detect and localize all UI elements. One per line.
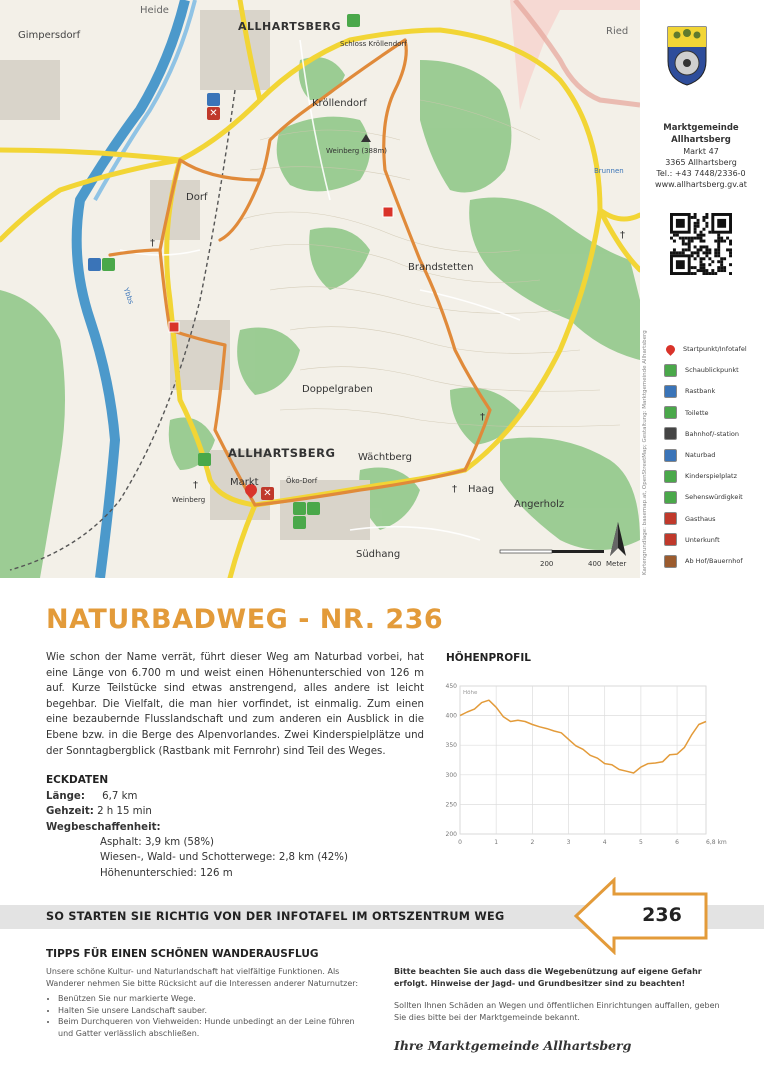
- laenge-value: 6,7 km: [102, 790, 138, 802]
- chart-x-tick-label: 1: [494, 839, 499, 846]
- label-markt: Markt: [230, 477, 259, 488]
- label-weinberg: Weinberg: [172, 496, 206, 504]
- tips-intro: Unsere schöne Kultur- und Naturlandschaft hat vielfältige Funktionen. Als Wanderer nehmen Sie bitte Rücksicht auf die Interessen anderer Naturnutzer:: [46, 967, 359, 988]
- municipality-name: Marktgemeinde: [663, 123, 739, 133]
- profile-title: HÖHENPROFIL: [446, 652, 531, 664]
- legend-item: [664, 469, 737, 483]
- legend-item: [664, 533, 720, 547]
- chart-y-tick-label: 400: [445, 712, 457, 720]
- tips-item: • Benützen Sie nur markierte Wege.: [58, 993, 372, 1005]
- legend-item: [664, 490, 743, 504]
- legend-item: [664, 384, 715, 398]
- bench-poi-icon[interactable]: [207, 93, 220, 106]
- chart-y-axis-label: Höhe: [463, 690, 478, 696]
- viewpoint-poi-icon[interactable]: [293, 516, 306, 529]
- playground-icon: [664, 470, 677, 483]
- legend-item: [664, 363, 739, 377]
- label-brunnen: Brunnen: [594, 167, 624, 175]
- chart-x-tick-label: 2: [530, 839, 535, 846]
- legend-label: Toilette: [685, 408, 709, 417]
- municipality-phone: Tel.: +43 7448/2336-0: [656, 169, 746, 178]
- chart-y-tick-label: 450: [445, 683, 457, 690]
- eckdaten-heading: ECKDATEN: [46, 774, 109, 787]
- notice-bold: Bitte beachten Sie auch dass die Wegebenützung auf eigene Gefahr erfolgt. Hinweise der Jagd- und Grundbesitzer sind zu beachten!: [394, 967, 702, 988]
- qr-code[interactable]: [670, 213, 732, 275]
- legend-label: Unterkunft: [685, 535, 720, 544]
- legend-label: Schaublickpunkt: [685, 366, 739, 375]
- scale-label-400: 400: [588, 560, 602, 568]
- playground-poi-icon[interactable]: [293, 502, 306, 515]
- viewpoint-icon: [664, 364, 677, 377]
- chart-x-tick-label: 3: [566, 839, 571, 846]
- svg-text:†: †: [480, 412, 485, 423]
- legend-item: [664, 512, 716, 526]
- route-title: NATURBADWEG - NR. 236: [46, 604, 444, 635]
- scale-bar: [500, 550, 604, 553]
- bench-icon: [664, 385, 677, 398]
- accommodation-icon: [664, 533, 677, 546]
- municipality-web[interactable]: www.allhartsberg.gv.at: [655, 180, 747, 189]
- legend-item: [664, 427, 739, 441]
- label-ybbs: Ybbs: [121, 286, 136, 306]
- trail-map[interactable]: [0, 0, 640, 578]
- chart-x-tick-label: 6: [675, 839, 679, 846]
- restaurant-poi-icon[interactable]: ✕: [261, 487, 274, 500]
- municipality-city: 3365 Allhartsberg: [665, 158, 737, 167]
- swimming-icon: [664, 449, 677, 462]
- asphalt-value: Asphalt: 3,9 km (58%): [100, 836, 215, 848]
- legend-label: Ab Hof/Bauernhof: [685, 557, 743, 565]
- label-dorf: Dorf: [186, 192, 208, 203]
- tips-list: [46, 993, 372, 1039]
- tips-title: TIPPS FÜR EINEN SCHÖNEN WANDERAUSFLUG: [46, 948, 319, 960]
- label-brandstetten: Brandstetten: [408, 262, 474, 273]
- legend-label: Startpunkt/Infotafel: [683, 345, 747, 353]
- label-ried: Ried: [606, 26, 629, 37]
- label-waechtberg: Wächtberg: [358, 452, 412, 463]
- coat-of-arms-logo: [666, 25, 708, 87]
- scenic-icon: [664, 491, 677, 504]
- legend-label: Naturbad: [685, 451, 716, 459]
- chart-x-tick-label: 6,8 km: [706, 839, 727, 846]
- wegbeschaffenheit-label: Wegbeschaffenheit:: [46, 821, 161, 833]
- wiesen-value: Wiesen-, Wald- und Schotterwege: 2,8 km (42%): [100, 852, 348, 864]
- chart-x-tick-label: 0: [458, 839, 462, 846]
- label-doppelgraben: Doppelgraben: [302, 384, 373, 395]
- toilet-poi-icon[interactable]: [198, 453, 211, 466]
- label-gimpersdorf: Gimpersdorf: [18, 30, 81, 41]
- start-pin-icon: [664, 343, 677, 356]
- restaurant-icon: [664, 512, 677, 525]
- svg-text:†: †: [452, 484, 457, 495]
- legend-item: [664, 342, 747, 356]
- svg-text:†: †: [193, 480, 198, 491]
- scale-unit: Meter: [606, 560, 627, 568]
- legend-item: [664, 554, 743, 568]
- start-band-text: SO STARTEN SIE RICHTIG VON DER INFOTAFEL IM ORTSZENTRUM WEG: [46, 910, 505, 923]
- svg-text:†: †: [150, 238, 155, 249]
- legend-label: Bahnhof/-station: [685, 429, 739, 438]
- gehzeit-label: Gehzeit:: [46, 806, 94, 818]
- label-allhartsberg-center: ALLHARTSBERG: [228, 446, 336, 460]
- label-schloss: Schloss Kröllendorf: [340, 40, 407, 48]
- label-kroellendorf: Kröllendorf: [312, 98, 367, 109]
- scale-label-200: 200: [540, 560, 554, 568]
- label-allhartsberg-top: ALLHARTSBERG: [238, 20, 342, 33]
- bus-icon: [664, 427, 677, 440]
- legend-label: Gasthaus: [685, 514, 716, 523]
- chart-y-tick-label: 350: [445, 742, 457, 750]
- label-weinberg-peak: Weinberg (388m): [326, 147, 388, 155]
- toilet-icon: [664, 406, 677, 419]
- notice-section: [394, 966, 720, 1023]
- label-haag: Haag: [468, 484, 495, 495]
- notice-text: Sollten Ihnen Schäden an Wegen und öffentlichen Einrichtungen auffallen, geben Sie dies bitte bei der Marktgemeinde bekannt.: [394, 1001, 720, 1022]
- swimming-poi-icon[interactable]: [88, 258, 101, 271]
- legend-label: Rastbank: [685, 387, 716, 396]
- label-suedhang: Südhang: [356, 549, 401, 560]
- label-angerholz: Angerholz: [514, 499, 565, 510]
- laenge-label: Länge:: [46, 790, 85, 802]
- route-description: [46, 650, 424, 881]
- playground-poi-icon[interactable]: [102, 258, 115, 271]
- legend-item: [664, 448, 715, 462]
- elevation-chart: [440, 676, 730, 852]
- chart-y-tick-label: 300: [445, 771, 457, 779]
- eckdaten: [46, 773, 424, 881]
- municipality-street: Markt 47: [683, 147, 719, 156]
- toilet-poi-icon[interactable]: [307, 502, 320, 515]
- municipality-name2: Allhartsberg: [671, 135, 731, 145]
- legend-label: Kinderspielplatz: [685, 472, 737, 481]
- farm-shop-icon: [664, 555, 677, 568]
- municipality-address: [645, 122, 757, 190]
- chart-y-tick-label: 200: [445, 831, 457, 838]
- chart-x-tick-label: 5: [638, 839, 643, 846]
- legend-label: Sehenswürdigkeit: [685, 493, 743, 502]
- hoehenunterschied-value: Höhenunterschied: 126 m: [100, 867, 233, 879]
- scenic-poi-icon[interactable]: [347, 14, 360, 27]
- signature: Ihre Marktgemeinde Allhartsberg: [394, 1038, 632, 1053]
- restaurant-poi-icon[interactable]: ✕: [207, 107, 220, 120]
- tips-item: • Halten Sie unsere Landschaft sauber.: [58, 1005, 372, 1017]
- legend-item: [664, 406, 709, 420]
- gehzeit-value: 2 h 15 min: [97, 806, 152, 818]
- chart-x-tick-label: 4: [602, 839, 607, 846]
- route-number: 236: [642, 904, 682, 926]
- label-oeko-dorf: Öko-Dorf: [286, 477, 318, 485]
- tips-item: • Beim Durchqueren von Viehweiden: Hunde unbedingt an der Leine führen und Gatter verlässlich abschließen.: [58, 1016, 372, 1039]
- chart-y-tick-label: 250: [445, 801, 457, 809]
- svg-text:†: †: [620, 230, 625, 241]
- map-attribution: Kartengrundlage: basemap.at, OpenStreetMap; Gestaltung: Marktgemeinde Allhartsberg: [642, 330, 648, 575]
- tips-section: [46, 966, 372, 1040]
- label-heide: Heide: [140, 5, 169, 16]
- description-text: Wie schon der Name verrät, führt dieser Weg am Naturbad vorbei, hat eine Länge von 6.700 m und weist einen Höhenunterschied von 126 m auf. Kurze Teilstücke sind etwas anstrengend, alles andere ist leicht begehbar. Die Vielfalt, die man hier vorfindet, ist einmalig. Zum einen eine bezaubernde Flusslandschaft und zum anderen ein Ausblick in die Ebene bzw. in die Berge des Alpenvorlandes. Zwei Kinderspielplätze und der Sonntagbergblick (Rastbank mit Fernrohr) sind Teil des Weges.: [46, 652, 424, 757]
- map-canvas: [0, 0, 640, 578]
